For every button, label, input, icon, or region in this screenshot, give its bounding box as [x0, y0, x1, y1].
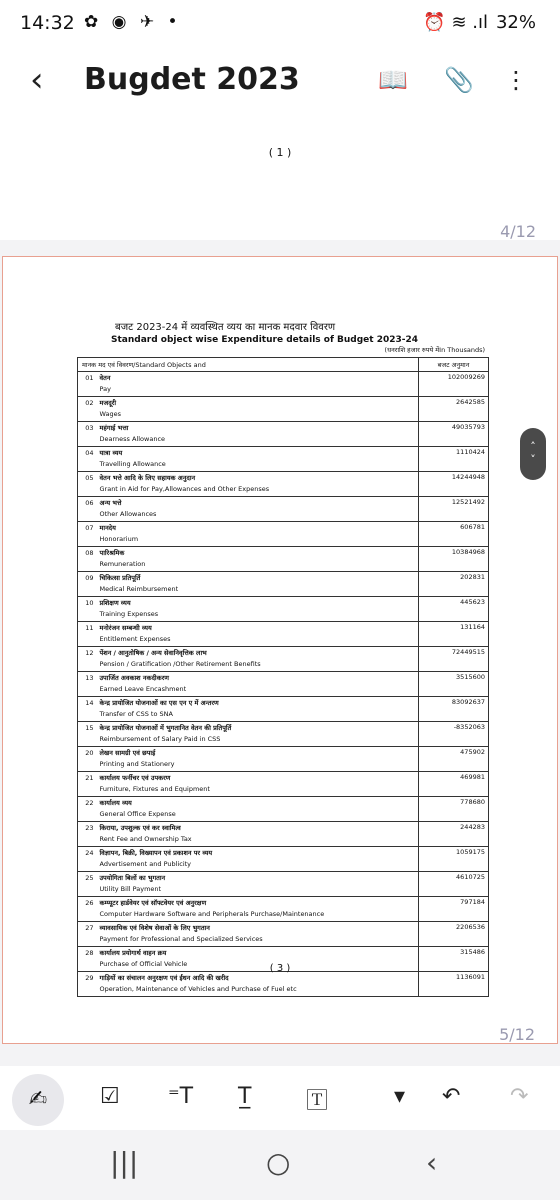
notification-icons: ✿ ◉ ✈ •: [84, 12, 182, 32]
row-label: [96, 972, 419, 997]
status-bar: [0, 0, 560, 46]
row-label-hindi: चिकित्सा प्रतिपूर्ति: [99, 574, 141, 582]
row-label: [96, 547, 419, 572]
row-label-english: Dearness Allowance: [99, 435, 166, 443]
row-label-english: Operation, Maintenance of Vehicles and Purchase of Fuel etc: [99, 985, 297, 993]
doc-heading-hindi: बजट 2023-24 में व्यवस्थित व्यय का मानक मदवार विवरण: [115, 322, 336, 333]
row-label-english: Computer Hardware Software and Peripherals Purchase/Maintenance: [99, 910, 325, 918]
row-label: [96, 497, 419, 522]
row-label-english: Wages: [99, 410, 122, 418]
row-budget-value: 797184: [419, 897, 489, 922]
row-budget-value: 2642585: [419, 397, 489, 422]
row-label-hindi: किराया, उपशुल्क एवं कर स्वामित्व: [99, 824, 181, 832]
row-number: 21: [78, 772, 96, 797]
row-label-english: Honorarium: [99, 535, 139, 543]
doc-heading-english: Standard object wise Expenditure details of Budget 2023-24: [111, 335, 419, 345]
row-label-hindi: केन्द्र प्रायोजित योजनाओं में भुगतानित वेतन की प्रतिपूर्ति: [99, 724, 232, 732]
row-number: 04: [78, 447, 96, 472]
row-label-english: General Office Expense: [99, 810, 176, 818]
row-number: 09: [78, 572, 96, 597]
row-label-english: Travelling Allowance: [99, 460, 166, 468]
row-label-english: Utility Bill Payment: [99, 885, 162, 893]
checkbox-icon[interactable]: ☑: [100, 1084, 120, 1109]
row-label-english: Furniture, Fixtures and Equipment: [99, 785, 210, 793]
row-label: [96, 747, 419, 772]
row-label-hindi: कम्प्यूटर हार्डवेयर एवं सॉफ्टवेयर एवं अनुरक्षण: [99, 899, 207, 907]
row-label-english: Pay: [99, 385, 111, 393]
row-budget-value: 1110424: [419, 447, 489, 472]
text-box-icon[interactable]: 🅃: [306, 1089, 329, 1114]
text-format-icon[interactable]: ⁼T: [168, 1084, 194, 1109]
table-row: [78, 622, 489, 647]
row-label-hindi: प्रशिक्षण व्यय: [99, 599, 131, 607]
more-options-icon[interactable]: ⋮: [504, 66, 528, 94]
row-number: 14: [78, 697, 96, 722]
row-budget-value: 14244948: [419, 472, 489, 497]
page-indicator-4: 4/12: [500, 222, 536, 241]
row-budget-value: 49035793: [419, 422, 489, 447]
row-label-hindi: केन्द्र प्रायोजित योजनाओं का एस एन ए में अन्तरण: [99, 699, 219, 707]
row-label-hindi: महंगाई भत्ता: [99, 424, 129, 432]
table-row: [78, 597, 489, 622]
row-label-hindi: गाड़ियों का संचालन अनुरक्षण एवं ईंधन आदि की खरीद: [99, 974, 229, 982]
row-number: 11: [78, 622, 96, 647]
row-label-english: Purchase of Official Vehicle: [99, 960, 188, 968]
row-budget-value: 244283: [419, 822, 489, 847]
row-label: [96, 772, 419, 797]
row-label-english: Pension / Gratification /Other Retirement Benefits: [99, 660, 261, 668]
row-number: 06: [78, 497, 96, 522]
row-label-english: Medical Reimbursement: [99, 585, 179, 593]
row-label-hindi: पेंशन / आनुतोषिक / अन्य सेवानिवृत्तिक लाभ: [99, 649, 207, 657]
row-label: [96, 922, 419, 947]
row-label-hindi: उपयोगिता बिलों का भुगतान: [99, 874, 166, 882]
row-label-hindi: यात्रा व्यय: [99, 449, 123, 457]
row-number: 20: [78, 747, 96, 772]
row-budget-value: 469981: [419, 772, 489, 797]
table-row: [78, 647, 489, 672]
home-icon[interactable]: ○: [266, 1146, 291, 1179]
row-budget-value: 83092637: [419, 697, 489, 722]
back-nav-icon[interactable]: ‹: [426, 1146, 438, 1179]
row-label: [96, 672, 419, 697]
row-label-english: Advertisement and Publicity: [99, 860, 192, 868]
row-label: [96, 397, 419, 422]
row-number: 23: [78, 822, 96, 847]
row-label: [96, 622, 419, 647]
row-label: [96, 447, 419, 472]
row-label-english: Payment for Professional and Specialized Services: [99, 935, 263, 943]
table-row: [78, 897, 489, 922]
row-budget-value: 445623: [419, 597, 489, 622]
row-label-hindi: पारिश्रमिक: [99, 549, 125, 557]
table-row: [78, 722, 489, 747]
row-label: [96, 472, 419, 497]
row-budget-value: 3515600: [419, 672, 489, 697]
row-number: 12: [78, 647, 96, 672]
row-number: 25: [78, 872, 96, 897]
row-label: [96, 822, 419, 847]
row-label-english: Transfer of CSS to SNA: [99, 710, 173, 718]
row-label-hindi: व्यावसायिक एवं विशेष सेवाओं के लिए भुगतान: [99, 924, 210, 932]
undo-icon[interactable]: ↶: [442, 1084, 461, 1109]
row-label: [96, 522, 419, 547]
row-label-hindi: मानदेय: [99, 524, 116, 532]
table-row: [78, 572, 489, 597]
text-underline-icon[interactable]: T̲: [238, 1084, 252, 1109]
page-footer-number: ( 1 ): [268, 146, 292, 159]
row-label-hindi: कार्यालय प्रयोगार्थ वाहन क्रय: [99, 949, 167, 957]
row-number: 22: [78, 797, 96, 822]
row-number: 03: [78, 422, 96, 447]
table-row: [78, 447, 489, 472]
row-label: [96, 572, 419, 597]
row-label-hindi: वेतन: [99, 374, 111, 382]
row-budget-value: 606781: [419, 522, 489, 547]
clock: 14:32: [20, 12, 75, 34]
row-number: 10: [78, 597, 96, 622]
bottom-toolbar: [0, 1066, 560, 1130]
row-label-english: Training Expenses: [99, 610, 159, 618]
row-label-hindi: अन्य भत्ते: [99, 499, 122, 507]
table-row: [78, 922, 489, 947]
row-budget-value: -8352063: [419, 722, 489, 747]
row-budget-value: 315486: [419, 947, 489, 972]
table-row: [78, 397, 489, 422]
row-label: [96, 697, 419, 722]
table-row: [78, 472, 489, 497]
attachment-icon[interactable]: 📎: [444, 66, 474, 94]
row-budget-value: 2206536: [419, 922, 489, 947]
row-label: [96, 897, 419, 922]
row-label-hindi: कार्यालय फर्नीचर एवं उपकरण: [99, 774, 171, 782]
row-budget-value: 131164: [419, 622, 489, 647]
row-number: 15: [78, 722, 96, 747]
table-row: [78, 672, 489, 697]
table-row: [78, 872, 489, 897]
doc-unit-note: (धनराशि हजार रुपये मेंIn Thousands): [384, 346, 485, 354]
row-label: [96, 722, 419, 747]
row-label-hindi: मनोरंजन सम्बन्धी व्यय: [99, 624, 152, 632]
row-label-english: Entitlement Expenses: [99, 635, 171, 643]
row-budget-value: 10384968: [419, 547, 489, 572]
expenditure-table: [77, 357, 489, 997]
table-row: [78, 422, 489, 447]
status-right: [423, 12, 536, 33]
row-budget-value: 778680: [419, 797, 489, 822]
table-row: [78, 972, 489, 997]
redo-icon[interactable]: ↷: [510, 1084, 529, 1109]
row-label: [96, 797, 419, 822]
table-header-row: [78, 358, 489, 372]
app-bar: [0, 46, 560, 120]
row-number: 05: [78, 472, 96, 497]
page-title: Bugdet 2023: [84, 62, 300, 97]
row-number: 27: [78, 922, 96, 947]
pen-icon[interactable]: ✍: [12, 1074, 64, 1126]
table-row: [78, 747, 489, 772]
signal-icon: ⏰ ≋ .ıl: [423, 12, 488, 33]
header-budget: बजट अनुमान: [419, 358, 489, 372]
row-label-english: Remuneration: [99, 560, 146, 568]
row-label: [96, 597, 419, 622]
back-icon[interactable]: ‹: [30, 60, 44, 100]
row-number: 08: [78, 547, 96, 572]
previous-page: [0, 120, 560, 240]
row-label: [96, 872, 419, 897]
document-page: [2, 256, 558, 1044]
row-number: 02: [78, 397, 96, 422]
row-label-english: Printing and Stationery: [99, 760, 175, 768]
row-number: 13: [78, 672, 96, 697]
recents-icon[interactable]: |||: [110, 1146, 139, 1179]
header-objects: मानक मद एवं विवरण/Standard Objects and: [78, 358, 419, 372]
row-number: 29: [78, 972, 96, 997]
row-label-hindi: वेतन भत्ते आदि के लिए सहायक अनुदान: [99, 474, 196, 482]
row-number: 24: [78, 847, 96, 872]
row-label-hindi: कार्यालय व्यय: [99, 799, 132, 807]
table-row: [78, 547, 489, 572]
row-budget-value: 475902: [419, 747, 489, 772]
book-icon[interactable]: 📖: [378, 66, 408, 94]
row-budget-value: 202831: [419, 572, 489, 597]
page-indicator-5: 5/12: [499, 1025, 535, 1044]
table-row: [78, 847, 489, 872]
row-label-english: Earned Leave Encashment: [99, 685, 187, 693]
row-label: [96, 372, 419, 397]
row-budget-value: 1136091: [419, 972, 489, 997]
row-budget-value: 4610725: [419, 872, 489, 897]
row-label-hindi: विज्ञापन, बिक्री, विख्यापन एवं प्रकाशन पर व्यय: [99, 849, 213, 857]
row-budget-value: 72449515: [419, 647, 489, 672]
row-label-english: Reimbursement of Salary Paid in CSS: [99, 735, 221, 743]
row-budget-value: 102009269: [419, 372, 489, 397]
system-nav-bar: [0, 1130, 560, 1200]
row-label-hindi: लेखन सामग्री एवं छपाई: [99, 749, 156, 757]
dropdown-icon[interactable]: ▾: [394, 1084, 406, 1109]
row-label-english: Other Allowances: [99, 510, 157, 518]
row-label: [96, 422, 419, 447]
table-row: [78, 372, 489, 397]
page-footer-number: ( 3 ): [269, 963, 291, 974]
row-budget-value: 12521492: [419, 497, 489, 522]
table-row: [78, 497, 489, 522]
table-row: [78, 772, 489, 797]
row-label: [96, 847, 419, 872]
row-label-english: Rent Fee and Ownership Tax: [99, 835, 192, 843]
row-label-english: Grant in Aid for Pay,Allowances and Other Expenses: [99, 485, 270, 493]
row-budget-value: 1059175: [419, 847, 489, 872]
battery-level: 32%: [495, 12, 536, 33]
row-label-hindi: मजदूरी: [99, 399, 117, 407]
row-label-hindi: उपार्जित अवकाश नकदीकरण: [99, 674, 169, 682]
row-label: [96, 647, 419, 672]
table-row: [78, 697, 489, 722]
table-row: [78, 522, 489, 547]
table-row: [78, 822, 489, 847]
fast-scroll-handle[interactable]: ˄ ˅: [520, 428, 546, 480]
row-number: 07: [78, 522, 96, 547]
row-number: 26: [78, 897, 96, 922]
row-number: 28: [78, 947, 96, 972]
row-number: 01: [78, 372, 96, 397]
table-row: [78, 797, 489, 822]
